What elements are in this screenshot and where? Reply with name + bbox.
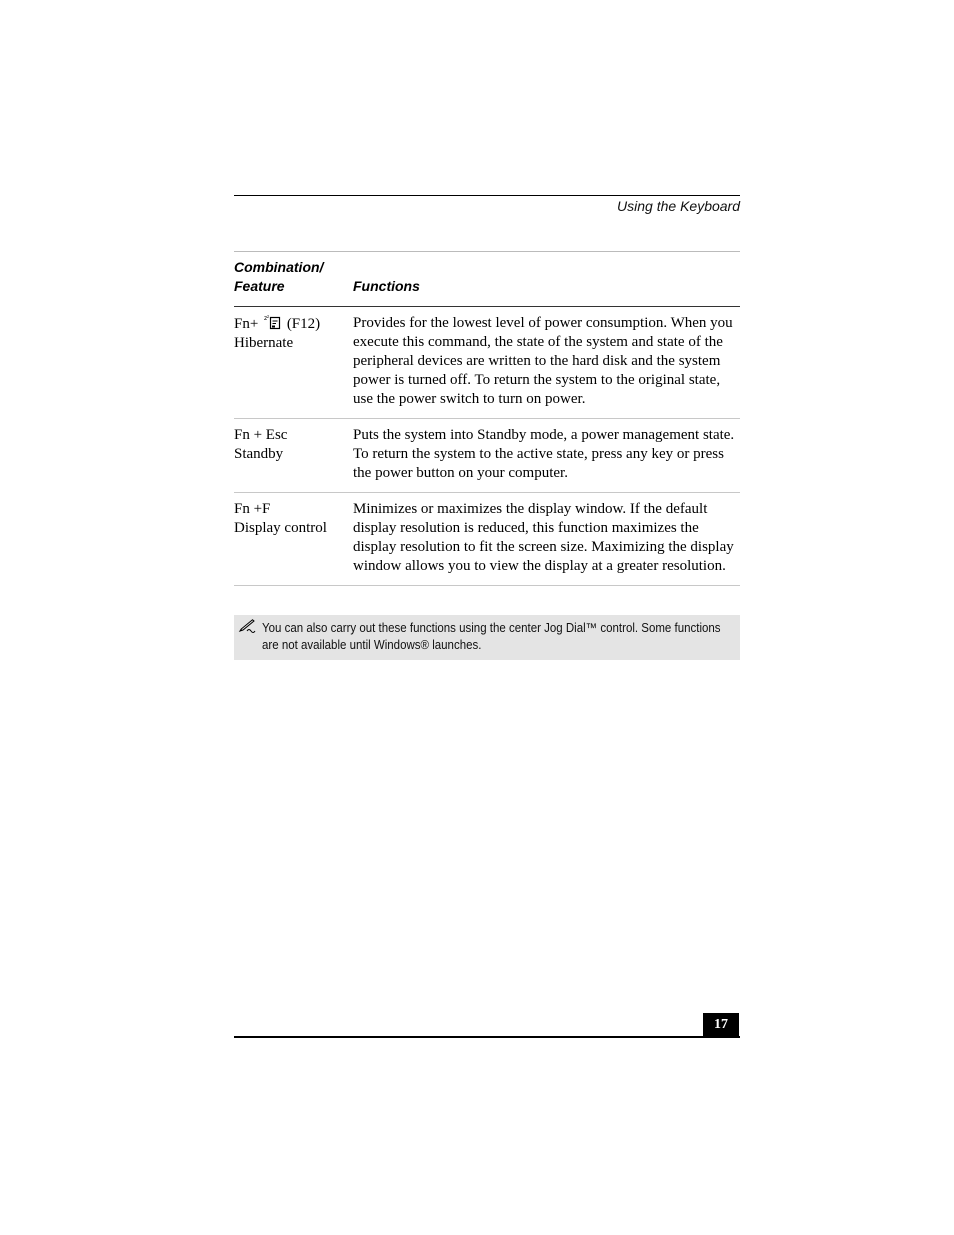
feature-name: Hibernate — [234, 335, 294, 351]
running-head: Using the Keyboard — [617, 198, 740, 214]
header-rule — [234, 195, 740, 196]
note-box — [234, 615, 740, 660]
function-description: Minimizes or maximizes the display window. If the default display resolution is reduced, this function maximizes the display resolution to fit the screen size. Maximizing the display window allows you to view the display at a greater resolution. — [353, 501, 734, 574]
hibernate-key-icon — [264, 314, 282, 330]
column-header-combination-line2: Feature — [234, 278, 285, 294]
key-combination: Fn +F — [234, 501, 271, 517]
key-combination — [234, 314, 353, 334]
table-row — [234, 493, 740, 586]
table-header — [234, 252, 740, 306]
column-header-combination — [234, 258, 344, 296]
note-text: You can also carry out these functions using the center Jog Dial™ control. Some functions are not available until Windows® launches. — [262, 621, 721, 652]
function-description: Provides for the lowest level of power consumption. When you execute this command, the state of the system and state of the peripheral devices are written to the hard disk and the system power is turned off. To return the system to the original state, use the power switch to turn on power. — [353, 315, 733, 407]
combo-prefix: Fn+ — [234, 316, 259, 332]
column-header-functions: Functions — [353, 278, 420, 294]
footer-rule — [234, 1036, 740, 1038]
table-row — [234, 419, 740, 493]
combination-cell — [234, 314, 353, 353]
combination-cell — [234, 500, 353, 538]
page-number: 17 — [703, 1013, 739, 1036]
key-combination: Fn + Esc — [234, 427, 288, 443]
feature-name: Standby — [234, 446, 284, 462]
svg-text:z: z — [264, 315, 268, 322]
feature-name: Display control — [234, 520, 327, 536]
combo-suffix: (F12) — [286, 316, 321, 332]
keyboard-combination-table — [234, 251, 740, 586]
table-row — [234, 307, 740, 419]
column-header-combination-line1: Combination/ — [234, 259, 324, 275]
function-description: Puts the system into Standby mode, a power management state. To return the system to the active state, press any key or press the power button on your computer. — [353, 427, 735, 481]
combination-cell — [234, 426, 353, 464]
pencil-note-icon — [238, 619, 258, 633]
svg-text:z: z — [267, 314, 270, 319]
